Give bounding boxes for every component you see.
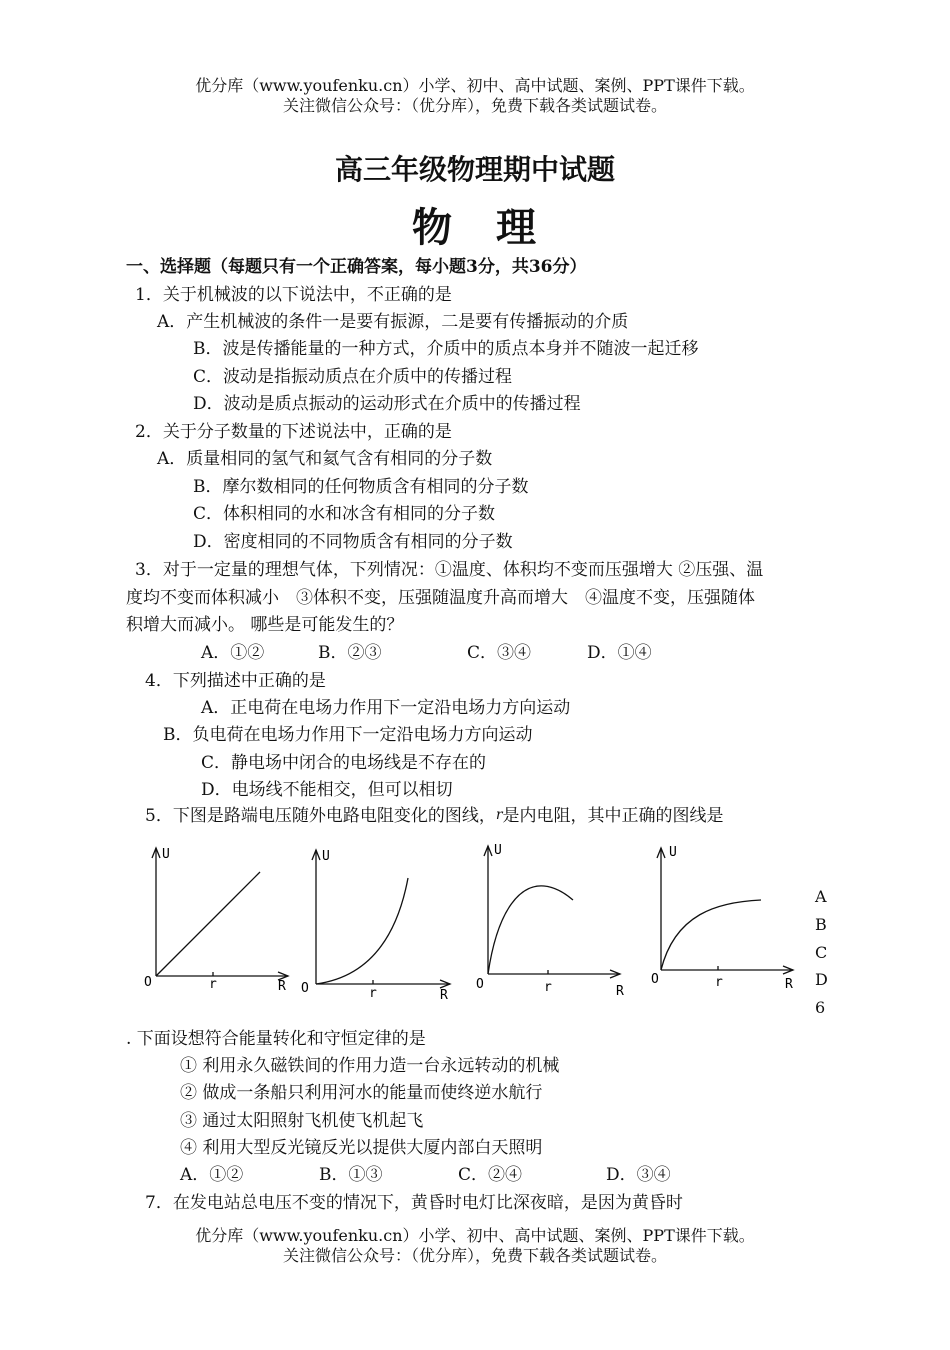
footer-line-2: 关注微信公众号：（优分库），免费下载各类试题试卷。: [282, 1246, 667, 1265]
header-line-2: 关注微信公众号：（优分库），免费下载各类试题试卷。: [282, 96, 667, 115]
graph-c-u-label: U: [494, 843, 502, 858]
side-label-c: C: [815, 943, 828, 962]
footer-line-1: 优分库（www.youfenku.cn）小学、初中、高中试题、案例、PPT课件下载。: [195, 1226, 755, 1245]
side-label-a: A: [815, 887, 827, 906]
graph-c: [472, 836, 632, 1001]
graph-c-r-big-label: R: [616, 984, 624, 999]
q4-option-d: D．电场线不能相交，但可以相切: [201, 780, 453, 800]
header-line-1: 优分库（www.youfenku.cn）小学、初中、高中试题、案例、PPT课件下载。: [195, 76, 755, 95]
graph-a-u-label: U: [162, 847, 170, 862]
q2-option-a: A．质量相同的氢气和氦气含有相同的分子数: [157, 449, 493, 469]
side-label-b: B: [815, 915, 827, 934]
subject-title: 物 理: [412, 204, 538, 251]
q5-stem-before: 5．下图是路端电压随外电路电阻变化的图线，: [145, 806, 496, 826]
q4-option-a: A．正电荷在电场力作用下一定沿电场力方向运动: [201, 698, 571, 718]
side-label-6: 6: [815, 998, 826, 1017]
q6-option-c: C．②④: [458, 1165, 523, 1185]
q3-line-2: 度均不变而体积减小 ③体积不变，压强随温度升高而增大 ④温度不变，压强随体: [126, 588, 755, 608]
q6-item-4: ④ 利用大型反光镜反光以提供大厦内部白天照明: [180, 1138, 543, 1158]
graph-b-r-big-label: R: [440, 988, 448, 1003]
q6-stem: . 下面设想符合能量转化和守恒定律的是: [126, 1029, 426, 1049]
graph-c-curve: [488, 886, 573, 974]
q7-stem: 7．在发电站总电压不变的情况下，黄昏时电灯比深夜暗，是因为黄昏时: [145, 1193, 683, 1213]
q3-option-b: B．②③: [318, 643, 382, 663]
graph-b-r-small-label: r: [369, 986, 377, 1001]
q6-item-2: ② 做成一条船只利用河水的能量而使终逆水航行: [180, 1083, 543, 1103]
q2-option-b: B．摩尔数相同的任何物质含有相同的分子数: [193, 477, 529, 497]
q1-stem: 1．关于机械波的以下说法中，不正确的是: [135, 285, 452, 305]
q3-line-1: 3．对于一定量的理想气体，下列情况：①温度、体积均不变而压强增大 ②压强、温: [135, 560, 764, 580]
graph-c-o-label: O: [476, 977, 484, 992]
graph-b-curve: [316, 878, 408, 984]
q4-option-b: B．负电荷在电场力作用下一定沿电场力方向运动: [163, 725, 533, 745]
graph-b: [300, 840, 460, 1005]
q1-option-b: B．波是传播能量的一种方式，介质中的质点本身并不随波一起迁移: [193, 339, 699, 359]
q5-stem-after: 是内电阻，其中正确的图线是: [502, 806, 724, 826]
q1-option-a: A．产生机械波的条件一是要有振源，二是要有传播振动的介质: [157, 312, 629, 332]
graph-b-u-label: U: [322, 849, 330, 864]
q5-r-symbol: r: [495, 807, 503, 823]
q6-item-3: ③ 通过太阳照射飞机使飞机起飞: [180, 1111, 424, 1131]
page-title: 高三年级物理期中试题: [334, 153, 615, 186]
q2-option-d: D．密度相同的不同物质含有相同的分子数: [193, 532, 513, 552]
graph-b-o-label: O: [301, 981, 309, 996]
q6-option-d: D．③④: [606, 1165, 671, 1185]
q3-option-a: A．①②: [201, 643, 265, 663]
q3-option-c: C．③④: [467, 643, 532, 663]
graph-d: [645, 838, 805, 998]
q4-stem: 4．下列描述中正确的是: [145, 671, 326, 691]
graph-d-u-label: U: [669, 845, 677, 860]
side-label-d: D: [815, 970, 828, 989]
graph-d-o-label: O: [651, 972, 659, 987]
q1-option-d: D．波动是质点振动的运动形式在介质中的传播过程: [193, 394, 581, 414]
q5-stem: [145, 801, 724, 826]
q2-stem: 2．关于分子数量的下述说法中，正确的是: [135, 422, 452, 442]
q1-option-c: C．波动是指振动质点在介质中的传播过程: [193, 367, 513, 387]
graph-d-r-big-label: R: [785, 977, 793, 992]
q2-option-c: C．体积相同的水和冰含有相同的分子数: [193, 504, 496, 524]
q6-option-b: B．①③: [319, 1165, 383, 1185]
q3-line-3: 积增大而减小。 哪些是可能发生的？: [126, 615, 404, 635]
q4-option-c: C．静电场中闭合的电场线是不存在的: [201, 753, 487, 773]
q3-option-d: D．①④: [587, 643, 652, 663]
q6-item-1: ① 利用永久磁铁间的作用力造一台永远转动的机械: [180, 1056, 560, 1076]
graph-a-r-small-label: r: [209, 977, 217, 992]
q6-option-a: A．①②: [180, 1165, 244, 1185]
section-heading: 一、选择题（每题只有一个正确答案，每小题3分，共36分）: [126, 257, 587, 277]
graph-a-r-big-label: R: [278, 979, 286, 994]
graph-d-curve: [661, 900, 761, 970]
graph-a: [140, 838, 300, 998]
graph-a-curve: [156, 872, 260, 976]
graph-d-r-small-label: r: [715, 975, 723, 990]
graph-c-r-small-label: r: [544, 980, 552, 995]
graph-a-o-label: O: [144, 975, 152, 990]
